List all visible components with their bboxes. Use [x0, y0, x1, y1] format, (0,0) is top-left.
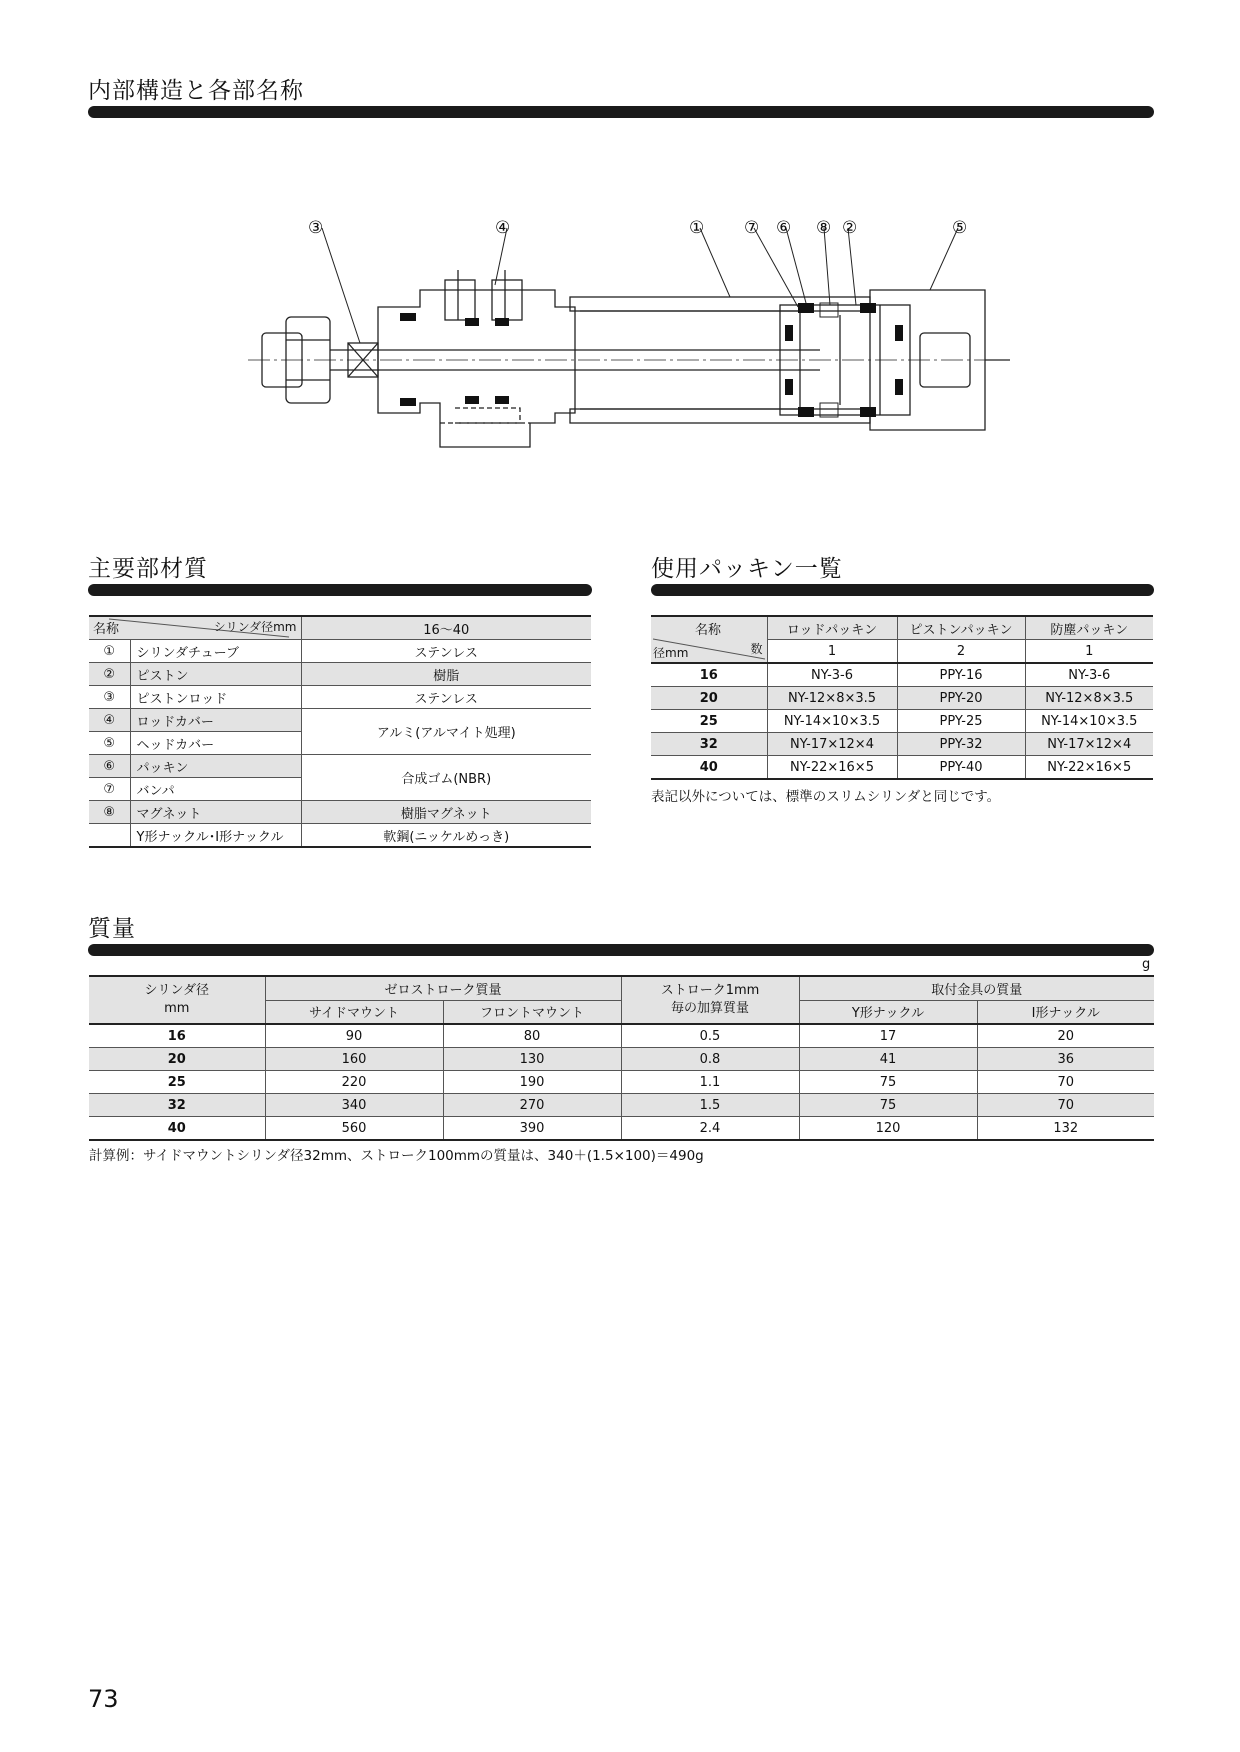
material: ステンレス — [301, 640, 591, 663]
bore: 32 — [651, 733, 767, 756]
row-no: ① — [89, 640, 130, 663]
material: アルミ(アルマイト処理) — [301, 709, 591, 755]
piston-packing: PPY-25 — [897, 710, 1025, 733]
table-row — [89, 640, 591, 663]
part-name: マグネット — [130, 801, 301, 824]
stroke-add: 1.1 — [621, 1071, 799, 1094]
header-y-knuckle: Y形ナックル — [799, 1000, 977, 1024]
front-mount: 270 — [443, 1094, 621, 1117]
front-mount: 130 — [443, 1048, 621, 1071]
rod-packing: NY-17×12×4 — [767, 733, 897, 756]
col-piston-packing: ピストンパッキン — [897, 616, 1025, 640]
weight-table — [89, 975, 1154, 1141]
table-row — [651, 663, 1153, 687]
table-row — [89, 1024, 1154, 1048]
i-knuckle: 36 — [977, 1048, 1154, 1071]
header-bore: シリンダ径 — [144, 983, 209, 998]
section-bar — [88, 106, 1154, 118]
piston-packing: PPY-20 — [897, 687, 1025, 710]
row-no: ⑤ — [89, 732, 130, 755]
section-bar — [88, 584, 592, 596]
i-knuckle: 70 — [977, 1071, 1154, 1094]
header-zero-stroke: ゼロストローク質量 — [265, 976, 621, 1000]
structure-title: 内部構造と各部名称 — [88, 78, 304, 104]
y-knuckle: 75 — [799, 1094, 977, 1117]
part-name: シリンダチューブ — [130, 640, 301, 663]
table-header-row — [89, 976, 1154, 1000]
qty: 1 — [1025, 640, 1153, 664]
i-knuckle: 132 — [977, 1117, 1154, 1141]
i-knuckle: 70 — [977, 1094, 1154, 1117]
row-no: ④ — [89, 709, 130, 732]
stroke-add: 2.4 — [621, 1117, 799, 1141]
bore: 16 — [651, 663, 767, 687]
callout-8: ⑧ — [816, 218, 832, 238]
y-knuckle: 120 — [799, 1117, 977, 1141]
dust-packing: NY-3-6 — [1025, 663, 1153, 687]
part-name: ヘッドカバー — [130, 732, 301, 755]
bore: 32 — [89, 1094, 265, 1117]
part-name: ピストンロッド — [130, 686, 301, 709]
table-row — [89, 1048, 1154, 1071]
table-header-row — [89, 616, 591, 640]
y-knuckle: 17 — [799, 1024, 977, 1048]
dust-packing: NY-22×16×5 — [1025, 756, 1153, 780]
row-no — [89, 824, 130, 848]
y-knuckle: 75 — [799, 1071, 977, 1094]
table-row — [89, 686, 591, 709]
weight-title: 質量 — [88, 916, 136, 942]
diagonal-header-cell — [89, 616, 301, 640]
stroke-add: 0.8 — [621, 1048, 799, 1071]
table-row — [651, 756, 1153, 780]
row-no: ⑧ — [89, 801, 130, 824]
stroke-add: 1.5 — [621, 1094, 799, 1117]
table-row — [651, 710, 1153, 733]
side-mount: 340 — [265, 1094, 443, 1117]
header-side-mount: サイドマウント — [265, 1000, 443, 1024]
header-range: 16〜40 — [301, 616, 591, 640]
header-qty: 数 — [750, 642, 763, 656]
piston-packing: PPY-32 — [897, 733, 1025, 756]
page-number: 73 — [88, 1685, 119, 1713]
rod-packing: NY-14×10×3.5 — [767, 710, 897, 733]
material: ステンレス — [301, 686, 591, 709]
front-mount: 390 — [443, 1117, 621, 1141]
qty: 1 — [767, 640, 897, 664]
table-row — [89, 824, 591, 848]
table-row — [651, 733, 1153, 756]
callout-1: ① — [689, 218, 705, 238]
bore: 25 — [651, 710, 767, 733]
table-row — [89, 663, 591, 686]
table-row — [651, 687, 1153, 710]
table-row — [89, 1071, 1154, 1094]
piston-packing: PPY-16 — [897, 663, 1025, 687]
header-name: 名称 — [695, 623, 722, 638]
bore: 40 — [651, 756, 767, 780]
table-row — [89, 709, 591, 732]
bore: 20 — [651, 687, 767, 710]
header-bore-unit: mm — [164, 1001, 190, 1016]
material: 樹脂マグネット — [301, 801, 591, 824]
side-mount: 220 — [265, 1071, 443, 1094]
material: 軟鋼(ニッケルめっき) — [301, 824, 591, 848]
piston-packing: PPY-40 — [897, 756, 1025, 780]
col-dust-packing: 防塵パッキン — [1025, 616, 1153, 640]
side-mount: 560 — [265, 1117, 443, 1141]
cylinder-diagram — [240, 215, 1020, 460]
i-knuckle: 20 — [977, 1024, 1154, 1048]
unit-label: g — [1142, 957, 1151, 972]
header-stroke-2: 毎の加算質量 — [670, 1001, 749, 1016]
table-header-row — [651, 616, 1153, 640]
col-rod-packing: ロッドパッキン — [767, 616, 897, 640]
rod-packing: NY-3-6 — [767, 663, 897, 687]
bore: 16 — [89, 1024, 265, 1048]
stroke-add: 0.5 — [621, 1024, 799, 1048]
section-bar — [651, 584, 1154, 596]
header-front-mount: フロントマウント — [443, 1000, 621, 1024]
side-mount: 160 — [265, 1048, 443, 1071]
callout-7: ⑦ — [744, 218, 760, 238]
bore: 40 — [89, 1117, 265, 1141]
side-mount: 90 — [265, 1024, 443, 1048]
header-i-knuckle: I形ナックル — [977, 1000, 1154, 1024]
callout-2: ② — [842, 218, 858, 238]
front-mount: 190 — [443, 1071, 621, 1094]
materials-table — [89, 615, 591, 848]
y-knuckle: 41 — [799, 1048, 977, 1071]
rod-packing: NY-12×8×3.5 — [767, 687, 897, 710]
header-bore: シリンダ径mm — [213, 620, 297, 634]
table-row — [89, 801, 591, 824]
callout-3: ③ — [308, 218, 324, 238]
material: 合成ゴム(NBR) — [301, 755, 591, 801]
bore: 25 — [89, 1071, 265, 1094]
callout-6: ⑥ — [776, 218, 792, 238]
table-row — [89, 1117, 1154, 1141]
dust-packing: NY-14×10×3.5 — [1025, 710, 1153, 733]
row-no: ⑥ — [89, 755, 130, 778]
header-bracket: 取付金具の質量 — [799, 976, 1154, 1000]
row-no: ③ — [89, 686, 130, 709]
part-name: バンパ — [130, 778, 301, 801]
dust-packing: NY-12×8×3.5 — [1025, 687, 1153, 710]
diagonal-header-cell — [651, 616, 767, 663]
table-row — [89, 755, 591, 778]
part-name: パッキン — [130, 755, 301, 778]
packing-table — [651, 615, 1153, 780]
row-no: ⑦ — [89, 778, 130, 801]
table-row — [89, 1094, 1154, 1117]
header-stroke-1: ストローク1mm — [660, 983, 760, 998]
materials-title: 主要部材質 — [88, 556, 208, 582]
qty: 2 — [897, 640, 1025, 664]
part-name: ロッドカバー — [130, 709, 301, 732]
header-stroke-cell — [621, 976, 799, 1024]
section-bar — [88, 944, 1154, 956]
row-no: ② — [89, 663, 130, 686]
material: 樹脂 — [301, 663, 591, 686]
header-bore-cell — [89, 976, 265, 1024]
packing-note: 表記以外については、標準のスリムシリンダと同じです。 — [651, 789, 1001, 805]
front-mount: 80 — [443, 1024, 621, 1048]
header-bore: 径mm — [653, 646, 689, 660]
bore: 20 — [89, 1048, 265, 1071]
header-name: 名称 — [93, 622, 120, 637]
weight-note: 計算例：サイドマウントシリンダ径32mm、ストローク100mmの質量は、340＋(1.5×100)＝490g — [89, 1148, 704, 1164]
rod-packing: NY-22×16×5 — [767, 756, 897, 780]
callout-4: ④ — [495, 218, 511, 238]
dust-packing: NY-17×12×4 — [1025, 733, 1153, 756]
part-name: Y形ナックル･I形ナックル — [130, 824, 301, 848]
packing-title: 使用パッキン一覧 — [651, 556, 843, 582]
part-name: ピストン — [130, 663, 301, 686]
callout-5: ⑤ — [952, 218, 968, 238]
